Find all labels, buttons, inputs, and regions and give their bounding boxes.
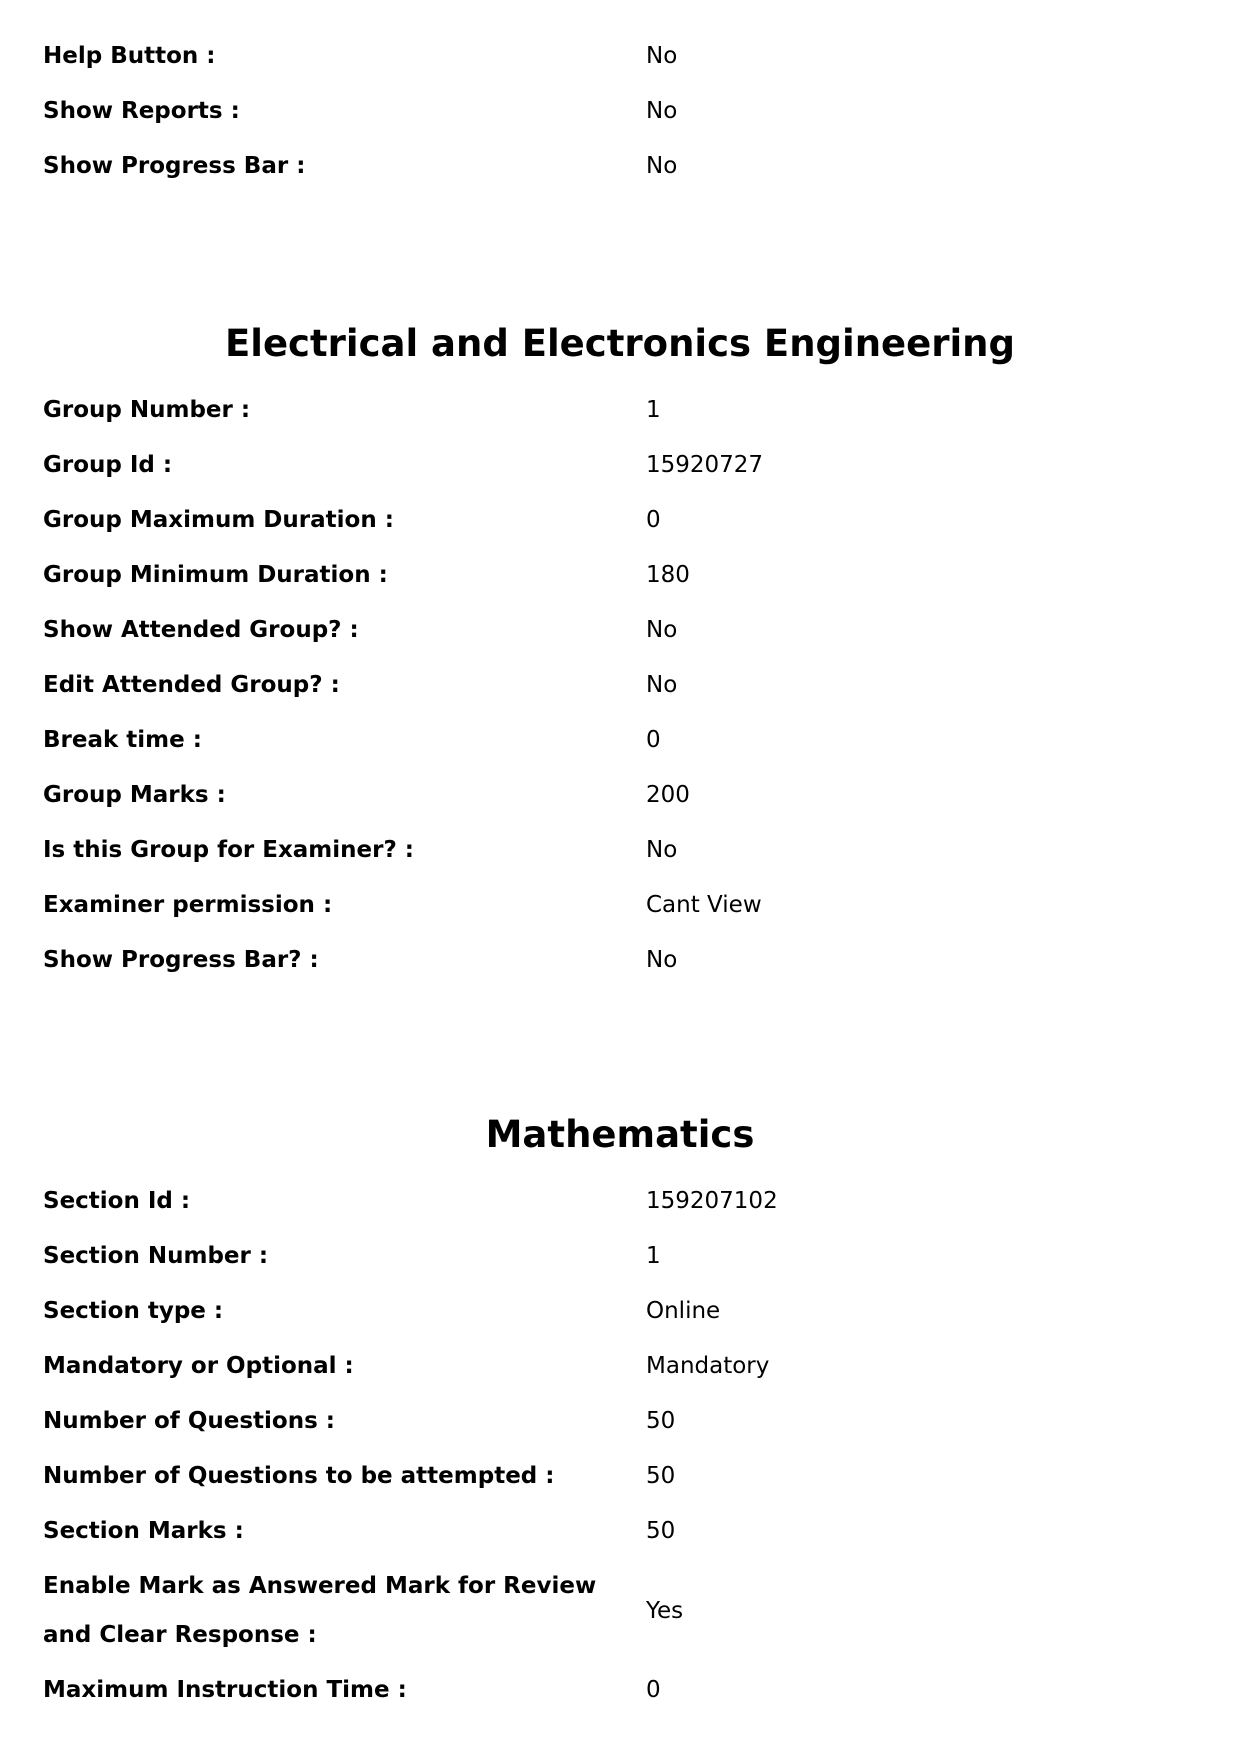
section-row-marks bbox=[0, 1504, 1240, 1559]
row-label: Group Id : bbox=[43, 452, 173, 478]
row-label: Group Marks : bbox=[43, 782, 226, 808]
row-label: Number of Questions : bbox=[43, 1408, 335, 1434]
section-title: Mathematics bbox=[485, 1113, 755, 1156]
section-row-type bbox=[0, 1284, 1240, 1339]
group-row-marks bbox=[0, 768, 1240, 823]
group-row-break-time bbox=[0, 713, 1240, 768]
row-label: Examiner permission : bbox=[43, 892, 333, 918]
row-label: Group Maximum Duration : bbox=[43, 507, 394, 533]
row-value: No bbox=[646, 837, 678, 863]
section-row-number bbox=[0, 1229, 1240, 1284]
group-row-id bbox=[0, 438, 1240, 493]
settings-row-show-progress-bar bbox=[0, 139, 1240, 194]
row-value: 0 bbox=[646, 1677, 661, 1703]
row-value: 50 bbox=[646, 1518, 676, 1544]
row-label: Mandatory or Optional : bbox=[43, 1353, 354, 1379]
row-label: Show Attended Group? : bbox=[43, 617, 359, 643]
settings-row-help-button bbox=[0, 29, 1240, 84]
row-value: Yes bbox=[646, 1597, 684, 1624]
row-value: Cant View bbox=[646, 892, 762, 918]
row-label: Group Number : bbox=[43, 397, 251, 423]
row-value: 0 bbox=[646, 507, 661, 533]
row-label: Show Progress Bar? : bbox=[43, 947, 319, 973]
group-row-min-duration bbox=[0, 548, 1240, 603]
row-value: 180 bbox=[646, 562, 690, 588]
row-value: 1 bbox=[646, 397, 661, 423]
row-label: Section Marks : bbox=[43, 1518, 244, 1544]
row-value: No bbox=[646, 617, 678, 643]
general-settings-table bbox=[0, 29, 1240, 194]
row-value: 1 bbox=[646, 1243, 661, 1269]
row-value: No bbox=[646, 153, 678, 179]
row-label: Number of Questions to be attempted : bbox=[43, 1463, 555, 1489]
row-label: Section Id : bbox=[43, 1188, 191, 1214]
row-value: No bbox=[646, 98, 678, 124]
row-value: 50 bbox=[646, 1463, 676, 1489]
row-value: 0 bbox=[646, 727, 661, 753]
row-value: 15920727 bbox=[646, 452, 764, 478]
section-row-mandatory bbox=[0, 1339, 1240, 1394]
row-value: No bbox=[646, 43, 678, 69]
group-row-edit-attended bbox=[0, 658, 1240, 713]
row-value: Mandatory bbox=[646, 1353, 770, 1379]
group-row-show-attended bbox=[0, 603, 1240, 658]
row-value: 50 bbox=[646, 1408, 676, 1434]
section-row-mark-answered-review bbox=[0, 1559, 1240, 1663]
section-row-questions-to-attempt bbox=[0, 1449, 1240, 1504]
row-value: No bbox=[646, 672, 678, 698]
section-row-question-count bbox=[0, 1394, 1240, 1449]
section-details-table bbox=[0, 1174, 1240, 1718]
group-row-for-examiner bbox=[0, 823, 1240, 878]
section-row-max-instruction-time bbox=[0, 1663, 1240, 1718]
row-value: Online bbox=[646, 1298, 721, 1324]
row-label: Show Progress Bar : bbox=[43, 153, 306, 179]
row-value: No bbox=[646, 947, 678, 973]
row-value: 200 bbox=[646, 782, 690, 808]
row-label: Edit Attended Group? : bbox=[43, 672, 340, 698]
section-row-id bbox=[0, 1174, 1240, 1229]
settings-row-show-reports bbox=[0, 84, 1240, 139]
group-row-max-duration bbox=[0, 493, 1240, 548]
group-details-table bbox=[0, 383, 1240, 988]
row-label: Maximum Instruction Time : bbox=[43, 1677, 407, 1703]
row-label: Show Reports : bbox=[43, 98, 240, 124]
row-label: Break time : bbox=[43, 727, 202, 753]
group-row-examiner-permission bbox=[0, 878, 1240, 933]
group-row-show-progress-bar bbox=[0, 933, 1240, 988]
row-label: Group Minimum Duration : bbox=[43, 562, 388, 588]
row-label: Help Button : bbox=[43, 43, 216, 69]
row-label: Is this Group for Examiner? : bbox=[43, 837, 415, 863]
group-row-number bbox=[0, 383, 1240, 438]
row-value: 159207102 bbox=[646, 1188, 778, 1214]
row-label: Section Number : bbox=[43, 1243, 269, 1269]
group-title: Electrical and Electronics Engineering bbox=[224, 322, 1015, 365]
row-label: Enable Mark as Answered Mark for Review and Clear Response : bbox=[43, 1573, 597, 1648]
row-label: Section type : bbox=[43, 1298, 224, 1324]
